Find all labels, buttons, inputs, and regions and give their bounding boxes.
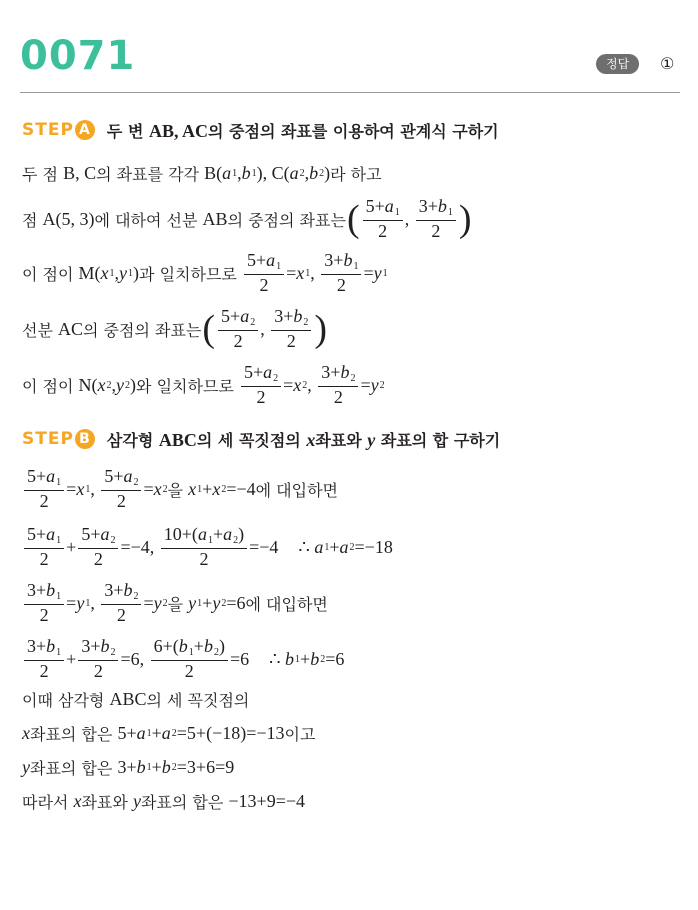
step-b-title: 삼각형 ABC의 세 꼭짓점의 x좌표와 y 좌표의 합 구하기 <box>106 429 501 450</box>
step-b-label: STEP B <box>22 429 107 449</box>
solution-line-9: $\frac{3+b_1}{2}$ + $\frac{3+b_2}{2}$ =6, $\frac{6+(b_1+b_2)}{2}$ =6 ∴ b 1 + b 2 =6 <box>22 636 344 682</box>
answer-value: ① <box>660 54 675 73</box>
step-a-heading <box>22 107 499 153</box>
solution-line-10: 이때 삼각형 ABC 의 세 꼭짓점의 <box>22 688 250 710</box>
step-b-heading <box>22 416 500 462</box>
header-divider <box>20 92 680 93</box>
solution-line-4: 선분 AC 의 중점의 좌표는 ( $\frac{5+a_2}{2}$ , $\frac{3+b_2}{2}$ ) <box>22 306 328 351</box>
solution-line-7: $\frac{5+a_1}{2}$ + $\frac{5+a_2}{2}$ =−4, $\frac{10+(a_1+a_2)}{2}$ =−4 ∴ a 1 + a 2 =−18 <box>22 524 393 570</box>
step-a-badge: A <box>75 120 95 140</box>
solution-line-6: $\frac{5+a_1}{2}$ = x 1 , $\frac{5+a_2}{2}$ = x 2 을 x 1 + x 2 =−4 에 대입하면 <box>22 466 338 512</box>
problem-number: 0071 <box>20 33 136 79</box>
solution-line-11: x 좌표의 합은 5+ a 1 + a 2 =5+(−18)=−13 이고 <box>22 722 316 744</box>
answer-badge: 정답 <box>596 54 639 74</box>
solution-line-3: 이 점이 M( x 1 , y 1 ) 과 일치하므로 $\frac{5+a_1}{2}$ = x 1 , $\frac{3+b_1}{2}$ = y 1 <box>22 250 388 295</box>
solution-line-1: 두 점 B, C 의 좌표를 각각 B( a 1 , b 1 ), C( a 2 , b 2 ) 라 하고 <box>22 162 382 184</box>
solution-line-2: 점 A(5, 3) 에 대하여 선분 AB 의 중점의 좌표는 ( $\frac{5+a_1}{2}$ , $\frac{3+b_1}{2}$ ) <box>22 196 472 241</box>
solution-line-8: $\frac{3+b_1}{2}$ = y 1 , $\frac{3+b_2}{2}$ = y 2 을 y 1 + y 2 =6 에 대입하면 <box>22 580 328 626</box>
solution-line-13: 따라서 x 좌표와 y 좌표의 합은 −13+9=−4 <box>22 790 305 812</box>
step-a-label: STEP A <box>22 120 107 140</box>
step-a-title: 두 변 AB, AC의 중점의 좌표를 이용하여 관계식 구하기 <box>106 120 499 141</box>
step-b-badge: B <box>75 429 95 449</box>
solution-line-5: 이 점이 N( x 2 , y 2 ) 와 일치하므로 $\frac{5+a_2}{2}$ = x 2 , $\frac{3+b_2}{2}$ = y 2 <box>22 362 385 407</box>
solution-line-12: y 좌표의 합은 3+ b 1 + b 2 =3+6=9 <box>22 756 235 778</box>
